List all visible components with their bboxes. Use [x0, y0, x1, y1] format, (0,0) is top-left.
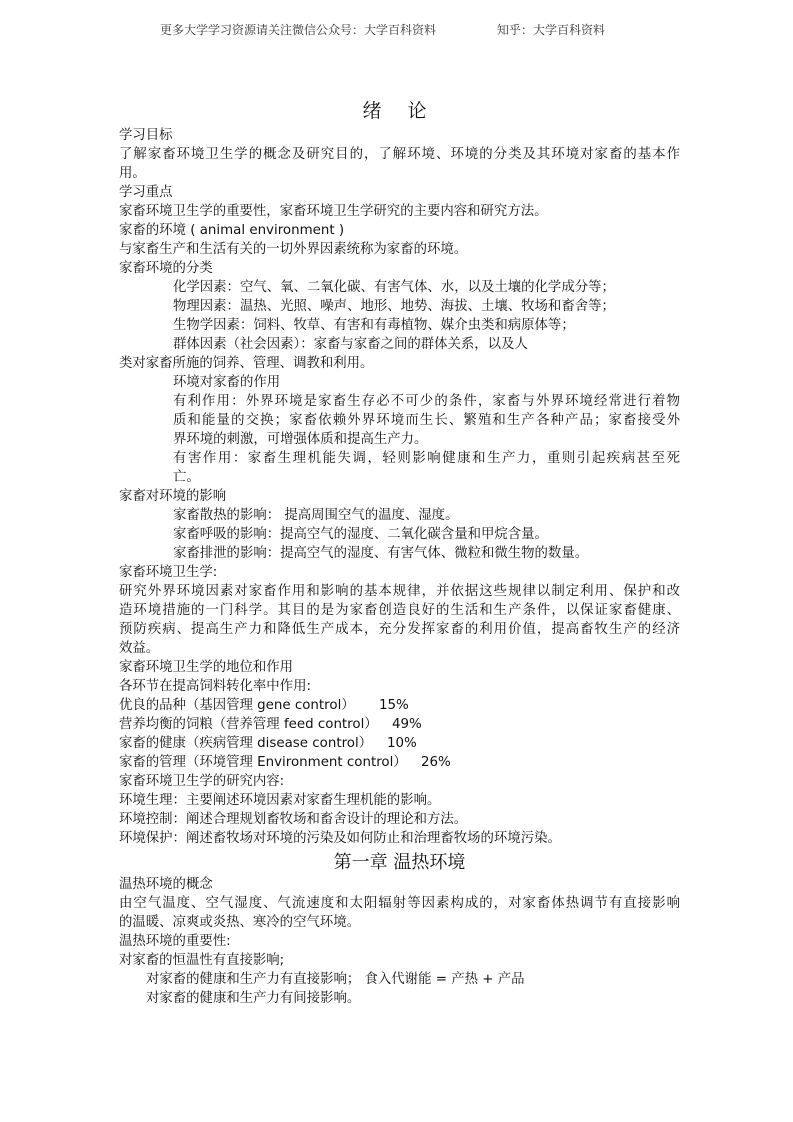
header-zhihu-note: 知乎：大学百科资料: [497, 23, 606, 37]
text-line: 化学因素：空气、氧、二氧化碳、有害气体、水，以及土壤的化学成分等；: [173, 280, 615, 295]
text-line: 环境控制：阐述合理规划畜牧场和畜舍设计的理论和方法。: [119, 812, 468, 827]
feed-factor-label: 营养均衡的饲粮（营养管理 feed control）: [119, 717, 378, 732]
text-line: 造环境措施的一门科学。其目的是为家畜创造良好的生活和生产条件，以保证家畜健康、: [119, 603, 680, 618]
text-line: 各环节在提高饲料转化率中作用:: [119, 679, 311, 694]
header-wechat-note: 更多大学学习资源请关注微信公众号：大学百科资料: [160, 23, 437, 37]
feed-factor-label: 优良的品种（基因管理 gene control）: [119, 698, 355, 713]
text-line: 温热环境的重要性:: [119, 934, 231, 949]
text-line: 类对家畜所施的饲养、管理、调教和利用。: [119, 356, 374, 371]
feed-table-row: [119, 715, 680, 734]
feed-conversion-table: [119, 696, 680, 772]
text-line: 有利作用：外界环境是家畜生存必不可少的条件，家畜与外界环境经常进行着物: [173, 394, 680, 409]
feed-factor-percent: 15%: [379, 698, 409, 713]
text-line: 家畜呼吸的影响：提高空气的湿度、二氧化碳含量和甲烷含量。: [173, 527, 548, 542]
research-content-section: [119, 772, 680, 848]
intro-section: [119, 126, 680, 696]
text-line: 家畜的环境 ( animal environment ): [119, 223, 345, 238]
feed-factor-percent: 49%: [392, 717, 422, 732]
text-line: 对家畜的恒温性有直接影响;: [119, 953, 285, 968]
text-line: 了解家畜环境卫生学的概念及研究目的，了解环境、环境的分类及其环境对家畜的基本作: [119, 147, 680, 162]
chapter-title: 第一章 温热环境: [333, 852, 466, 873]
text-line: 质和能量的交换；家畜依赖外界环境而生长、繁殖和生产各种产品；家畜接受外: [173, 413, 680, 428]
document-body: [119, 96, 680, 1008]
text-line: 对家畜的健康和生产力有间接影响。: [146, 991, 361, 1006]
text-line: 生物学因素：饲料、牧草、有害和有毒植物、媒介虫类和病原体等；: [173, 318, 575, 333]
chapter1-section: [119, 875, 680, 1008]
text-line: 与家畜生产和生活有关的一切外界因素统称为家畜的环境。: [119, 242, 468, 257]
text-line: 环境对家畜的作用: [173, 375, 281, 390]
text-line: 效益。: [119, 641, 160, 656]
text-line: 用。: [119, 166, 146, 181]
text-line: 家畜环境卫生学的研究内容:: [119, 774, 285, 789]
text-line: 亡。: [173, 470, 200, 485]
text-line: 的温暖、凉爽或炎热、寒冷的空气环境。: [119, 915, 361, 930]
feed-factor-percent: 10%: [387, 736, 417, 751]
feed-table-row: [119, 734, 680, 753]
text-line: 家畜排泄的影响：提高空气的湿度、有害气体、微粒和微生物的数量。: [173, 546, 589, 561]
text-line: 研究外界环境因素对家畜作用和影响的基本规律，并依据这些规律以制定利用、保护和改: [119, 584, 680, 599]
text-line: 家畜环境卫生学:: [119, 565, 218, 580]
feed-table-row: [119, 696, 680, 715]
feed-factor-label: 家畜的管理（环境管理 Environment control）: [119, 755, 407, 770]
text-line: 学习重点: [119, 185, 173, 200]
text-line: 环境保护：阐述畜牧场对环境的污染及如何防止和治理畜牧场的环境污染。: [119, 831, 561, 846]
text-line: 温热环境的概念: [119, 877, 213, 892]
text-line: 环境生理：主要阐述环境因素对家畜生理机能的影响。: [119, 793, 441, 808]
text-line: 预防疾病、提高生产力和降低生产成本，充分发挥家畜的利用价值，提高畜牧生产的经济: [119, 622, 680, 637]
text-line: 对家畜的健康和生产力有直接影响； 食入代谢能 = 产热 + 产品: [146, 972, 525, 987]
text-line: 由空气温度、空气湿度、气流速度和太阳辐射等因素构成的，对家畜体热调节有直接影响: [119, 896, 680, 911]
feed-factor-label: 家畜的健康（疾病管理 disease control）: [119, 736, 373, 751]
text-line: 学习目标: [119, 128, 173, 143]
section-title: 绪 论: [362, 100, 437, 122]
text-line: 家畜环境卫生学的地位和作用: [119, 660, 294, 675]
feed-table-row: [119, 753, 680, 772]
text-line: 家畜散热的影响： 提高周围空气的温度、湿度。: [173, 508, 459, 523]
feed-factor-percent: 26%: [421, 755, 451, 770]
text-line: 家畜对环境的影响: [119, 489, 227, 504]
text-line: 家畜环境的分类: [119, 261, 213, 276]
text-line: 界环境的刺激，可增强体质和提高生产力。: [173, 432, 428, 447]
text-line: 群体因素（社会因素）：家畜与家畜之间的群体关系，以及人: [173, 337, 528, 352]
text-line: 有害作用：家畜生理机能失调，轻则影响健康和生产力，重则引起疾病甚至死: [173, 451, 680, 466]
text-line: 家畜环境卫生学的重要性，家畜环境卫生学研究的主要内容和研究方法。: [119, 204, 548, 219]
text-line: 物理因素：温热、光照、噪声、地形、地势、海拔、土壤、牧场和畜舍等；: [173, 299, 615, 314]
